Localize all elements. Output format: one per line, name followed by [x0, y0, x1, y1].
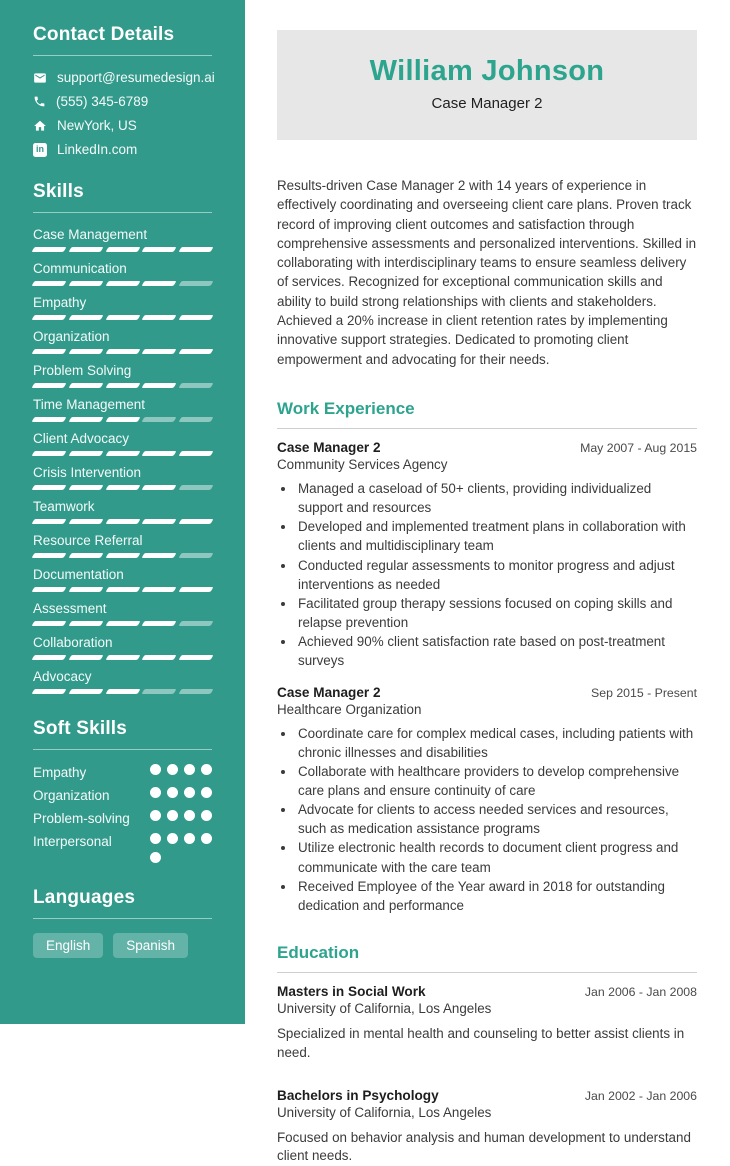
soft-skill-name: Interpersonal [33, 834, 112, 849]
skill-bar-segment [32, 349, 67, 354]
skills-list [33, 227, 212, 694]
work-experience-title: Work Experience [277, 399, 697, 429]
skill-bar-segment [32, 247, 67, 252]
skill-bar-segment [179, 349, 214, 354]
soft-skills-section [33, 718, 212, 863]
school-name: University of California, Los Angeles [277, 1001, 492, 1017]
skill-bar-segment [105, 655, 140, 660]
skill-item [33, 397, 212, 422]
rating-dot [184, 787, 195, 798]
contact-item [33, 142, 212, 157]
skill-bar-segment [68, 451, 103, 456]
rating-dot [150, 833, 161, 844]
skill-item [33, 635, 212, 660]
skills-title: Skills [33, 181, 84, 202]
skill-bar-segment [142, 655, 177, 660]
candidate-name: William Johnson [369, 55, 605, 87]
soft-skill-item [33, 833, 212, 863]
skill-bar-segment [32, 655, 67, 660]
skill-name: Organization [33, 329, 110, 344]
soft-skills-title: Soft Skills [33, 718, 128, 739]
skill-bar-segment [105, 417, 140, 422]
skill-item [33, 465, 212, 490]
skill-level-bar [33, 281, 212, 286]
language-pill: Spanish [113, 933, 188, 958]
skill-level-bar [33, 553, 212, 558]
skill-bar-segment [179, 621, 214, 626]
skill-bar-segment [179, 247, 214, 252]
skill-bar-segment [68, 315, 103, 320]
soft-skill-item [33, 764, 212, 780]
skill-bar-segment [142, 621, 177, 626]
skill-name: Collaboration [33, 635, 113, 650]
skill-bar-segment [32, 485, 67, 490]
skill-bar-segment [142, 553, 177, 558]
skill-bar-segment [105, 349, 140, 354]
degree-name: Bachelors in Psychology [277, 1087, 439, 1103]
soft-skill-name: Problem-solving [33, 811, 130, 826]
skill-name: Advocacy [33, 669, 92, 684]
skill-item [33, 363, 212, 388]
contact-item-text: (555) 345-6789 [56, 94, 149, 109]
skill-bar-segment [179, 315, 214, 320]
skill-bar-segment [179, 553, 214, 558]
job-dates: Sep 2015 - Present [591, 685, 697, 700]
skill-level-bar [33, 247, 212, 252]
job-role: Case Manager 2 [277, 684, 381, 700]
skill-bar-segment [68, 621, 103, 626]
linkedin-icon [33, 143, 47, 157]
skill-bar-segment [142, 383, 177, 388]
skill-level-bar [33, 315, 212, 320]
skill-bar-segment [68, 349, 103, 354]
skill-level-bar [33, 485, 212, 490]
skill-bar-segment [68, 247, 103, 252]
job-bullet: • Conducted regular assessments to monitor progress and adjust interventions as needed [296, 556, 697, 594]
divider [33, 749, 212, 750]
job-bullet: • Managed a caseload of 50+ clients, providing individualized support and resources [296, 479, 697, 517]
rating-dot [167, 787, 178, 798]
education-list [277, 984, 697, 1166]
skill-item [33, 329, 212, 354]
job-bullet: • Developed and implemented treatment plans in collaboration with clients and multidisciplinary team [296, 517, 697, 555]
skill-bar-segment [68, 655, 103, 660]
rating-dot [150, 787, 161, 798]
email-icon [33, 71, 47, 85]
soft-skill-dots [150, 810, 212, 821]
education-dates: Jan 2006 - Jan 2008 [584, 985, 697, 1000]
skill-bar-segment [142, 689, 177, 694]
job-bullet: • Advocate for clients to access needed services and resources, such as medication assistance programs [296, 800, 697, 838]
degree-name: Masters in Social Work [277, 984, 426, 1000]
skill-level-bar [33, 621, 212, 626]
languages-title: Languages [33, 887, 136, 908]
skill-bar-segment [179, 485, 214, 490]
skill-bar-segment [68, 553, 103, 558]
languages-list [33, 933, 212, 958]
job-bullet: • Utilize electronic health records to document client progress and communicate with the care team [296, 838, 697, 876]
skill-item [33, 601, 212, 626]
skill-bar-segment [32, 621, 67, 626]
job-organization: Community Services Agency [277, 456, 448, 472]
skill-bar-segment [179, 655, 214, 660]
phone-icon [33, 95, 46, 108]
skill-bar-segment [68, 689, 103, 694]
skill-bar-segment [105, 247, 140, 252]
education-entry [277, 984, 697, 1063]
education-description: Focused on behavior analysis and human development to understand client needs. [277, 1129, 691, 1164]
skill-bar-segment [142, 417, 177, 422]
divider [33, 55, 212, 56]
skill-bar-segment [179, 417, 214, 422]
contact-list [33, 70, 215, 157]
skill-name: Empathy [33, 295, 87, 310]
skill-bar-segment [32, 519, 67, 524]
rating-dot [201, 833, 212, 844]
skill-bar-segment [179, 519, 214, 524]
skill-item [33, 261, 212, 286]
skill-name: Teamwork [33, 499, 95, 514]
skill-item [33, 567, 212, 592]
job-bullet: • Facilitated group therapy sessions focused on coping skills and relapse prevention [296, 594, 697, 632]
rating-dot [167, 833, 178, 844]
skill-bar-segment [142, 485, 177, 490]
skill-bar-segment [105, 315, 140, 320]
skill-bar-segment [142, 349, 177, 354]
skill-bar-segment [32, 553, 67, 558]
skill-bar-segment [68, 281, 103, 286]
job-bullet: • Coordinate care for complex medical cases, including patients with chronic illnesses and disabilities [296, 724, 697, 762]
skill-name: Problem Solving [33, 363, 132, 378]
job-dates: May 2007 - Aug 2015 [580, 440, 697, 455]
skill-level-bar [33, 349, 212, 354]
skill-bar-segment [68, 519, 103, 524]
contact-item [33, 70, 215, 85]
contact-item [33, 94, 212, 109]
skills-section [33, 181, 212, 694]
skill-bar-segment [142, 451, 177, 456]
skill-item [33, 669, 212, 694]
skill-bar-segment [105, 485, 140, 490]
rating-dot [150, 764, 161, 775]
contact-section [33, 24, 215, 157]
skill-bar-segment [32, 689, 67, 694]
skill-name: Assessment [33, 601, 107, 616]
home-icon [33, 119, 47, 133]
skill-bar-segment [32, 451, 67, 456]
job-bullet: • Achieved 90% client satisfaction rate based on post-treatment surveys [296, 632, 697, 670]
skill-item [33, 295, 212, 320]
job-bullet-list [296, 479, 697, 671]
skill-bar-segment [179, 587, 214, 592]
skill-name: Crisis Intervention [33, 465, 142, 480]
soft-skill-dots [150, 833, 212, 863]
skill-level-bar [33, 383, 212, 388]
skill-name: Documentation [33, 567, 124, 582]
skill-bar-segment [179, 383, 214, 388]
soft-skill-dots [150, 787, 212, 798]
job-entry [277, 440, 697, 671]
skill-bar-segment [179, 281, 214, 286]
skill-bar-segment [142, 247, 177, 252]
language-pill: English [33, 933, 103, 958]
skill-bar-segment [32, 587, 67, 592]
contact-item-text: LinkedIn.com [57, 142, 138, 157]
skill-bar-segment [105, 553, 140, 558]
skill-bar-segment [105, 451, 140, 456]
skill-bar-segment [179, 689, 214, 694]
education-entry [277, 1088, 697, 1166]
skill-level-bar [33, 587, 212, 592]
rating-dot [201, 764, 212, 775]
skill-name: Resource Referral [33, 533, 143, 548]
work-experience-section [277, 399, 697, 915]
skill-level-bar [33, 451, 212, 456]
skill-level-bar [33, 689, 212, 694]
rating-dot [184, 764, 195, 775]
contact-item [33, 118, 212, 133]
skill-bar-segment [105, 587, 140, 592]
skill-bar-segment [105, 519, 140, 524]
soft-skill-item [33, 810, 212, 826]
soft-skill-dots [150, 764, 212, 775]
skill-bar-segment [32, 281, 67, 286]
job-entry [277, 685, 697, 916]
skill-item [33, 431, 212, 456]
soft-skill-name: Empathy [33, 765, 87, 780]
skill-bar-segment [32, 383, 67, 388]
skill-name: Time Management [33, 397, 146, 412]
contact-item-text: NewYork, US [57, 118, 137, 133]
soft-skills-list [33, 764, 212, 863]
divider [33, 212, 212, 213]
skill-level-bar [33, 655, 212, 660]
main-content [245, 0, 730, 1164]
rating-dot [201, 810, 212, 821]
job-organization: Healthcare Organization [277, 701, 422, 717]
education-entry-header [277, 984, 697, 999]
skill-bar-segment [105, 621, 140, 626]
skill-bar-segment [142, 281, 177, 286]
skill-level-bar [33, 417, 212, 422]
rating-dot [150, 852, 161, 863]
sidebar [0, 0, 245, 1024]
rating-dot [167, 764, 178, 775]
skill-item [33, 227, 212, 252]
school-name: University of California, Los Angeles [277, 1104, 492, 1120]
skill-bar-segment [68, 383, 103, 388]
header-card [277, 30, 697, 140]
skill-name: Case Management [33, 227, 148, 242]
education-dates: Jan 2002 - Jan 2006 [584, 1088, 697, 1103]
jobs-list [277, 440, 697, 915]
skill-name: Client Advocacy [33, 431, 130, 446]
skill-bar-segment [32, 315, 67, 320]
skill-bar-segment [68, 587, 103, 592]
education-entry-header [277, 1088, 697, 1103]
job-role: Case Manager 2 [277, 439, 381, 455]
job-bullet: • Collaborate with healthcare providers to develop comprehensive care plans and ensure continuity of care [296, 762, 697, 800]
summary-text: Results-driven Case Manager 2 with 14 years of experience in effectively coordinating and overseeing client care plans. Proven track record of improving client outcomes and satisfaction through comprehensive assessments and personalized interventions. Skilled in collaborating with interdisciplinary teams to ensure seamless delivery of services. Recognized for exceptional communication skills and ability to build strong relationships with clients and stakeholders. Achieved a 20% increase in client retention rates by implementing innovative support strategies. Dedicated to promoting client empowerment and advocating for their needs. [277, 178, 697, 367]
rating-dot [184, 810, 195, 821]
skill-item [33, 499, 212, 524]
job-entry-header [277, 685, 697, 700]
rating-dot [184, 833, 195, 844]
contact-title: Contact Details [33, 24, 175, 45]
skill-item [33, 533, 212, 558]
skill-bar-segment [142, 315, 177, 320]
skill-bar-segment [68, 417, 103, 422]
rating-dot [201, 787, 212, 798]
skill-name: Communication [33, 261, 127, 276]
rating-dot [150, 810, 161, 821]
linkedin-icon: in [33, 143, 47, 157]
education-section [277, 943, 697, 1166]
job-bullet: • Received Employee of the Year award in 2018 for outstanding dedication and performance [296, 877, 697, 915]
skill-bar-segment [179, 451, 214, 456]
skill-bar-segment [68, 485, 103, 490]
skill-bar-segment [105, 383, 140, 388]
candidate-job-title: Case Manager 2 [431, 95, 543, 112]
soft-skill-name: Organization [33, 788, 110, 803]
skill-bar-segment [105, 281, 140, 286]
education-description: Specialized in mental health and counseling to better assist clients in need. [277, 1026, 685, 1060]
skill-level-bar [33, 519, 212, 524]
divider [33, 918, 212, 919]
skill-bar-segment [142, 519, 177, 524]
job-entry-header [277, 440, 697, 455]
soft-skill-item [33, 787, 212, 803]
skill-bar-segment [142, 587, 177, 592]
rating-dot [167, 810, 178, 821]
skill-bar-segment [105, 689, 140, 694]
skill-bar-segment [32, 417, 67, 422]
education-title: Education [277, 943, 697, 973]
languages-section [33, 887, 212, 958]
job-bullet-list [296, 724, 697, 916]
contact-item-text: support@resumedesign.ai [57, 70, 215, 85]
